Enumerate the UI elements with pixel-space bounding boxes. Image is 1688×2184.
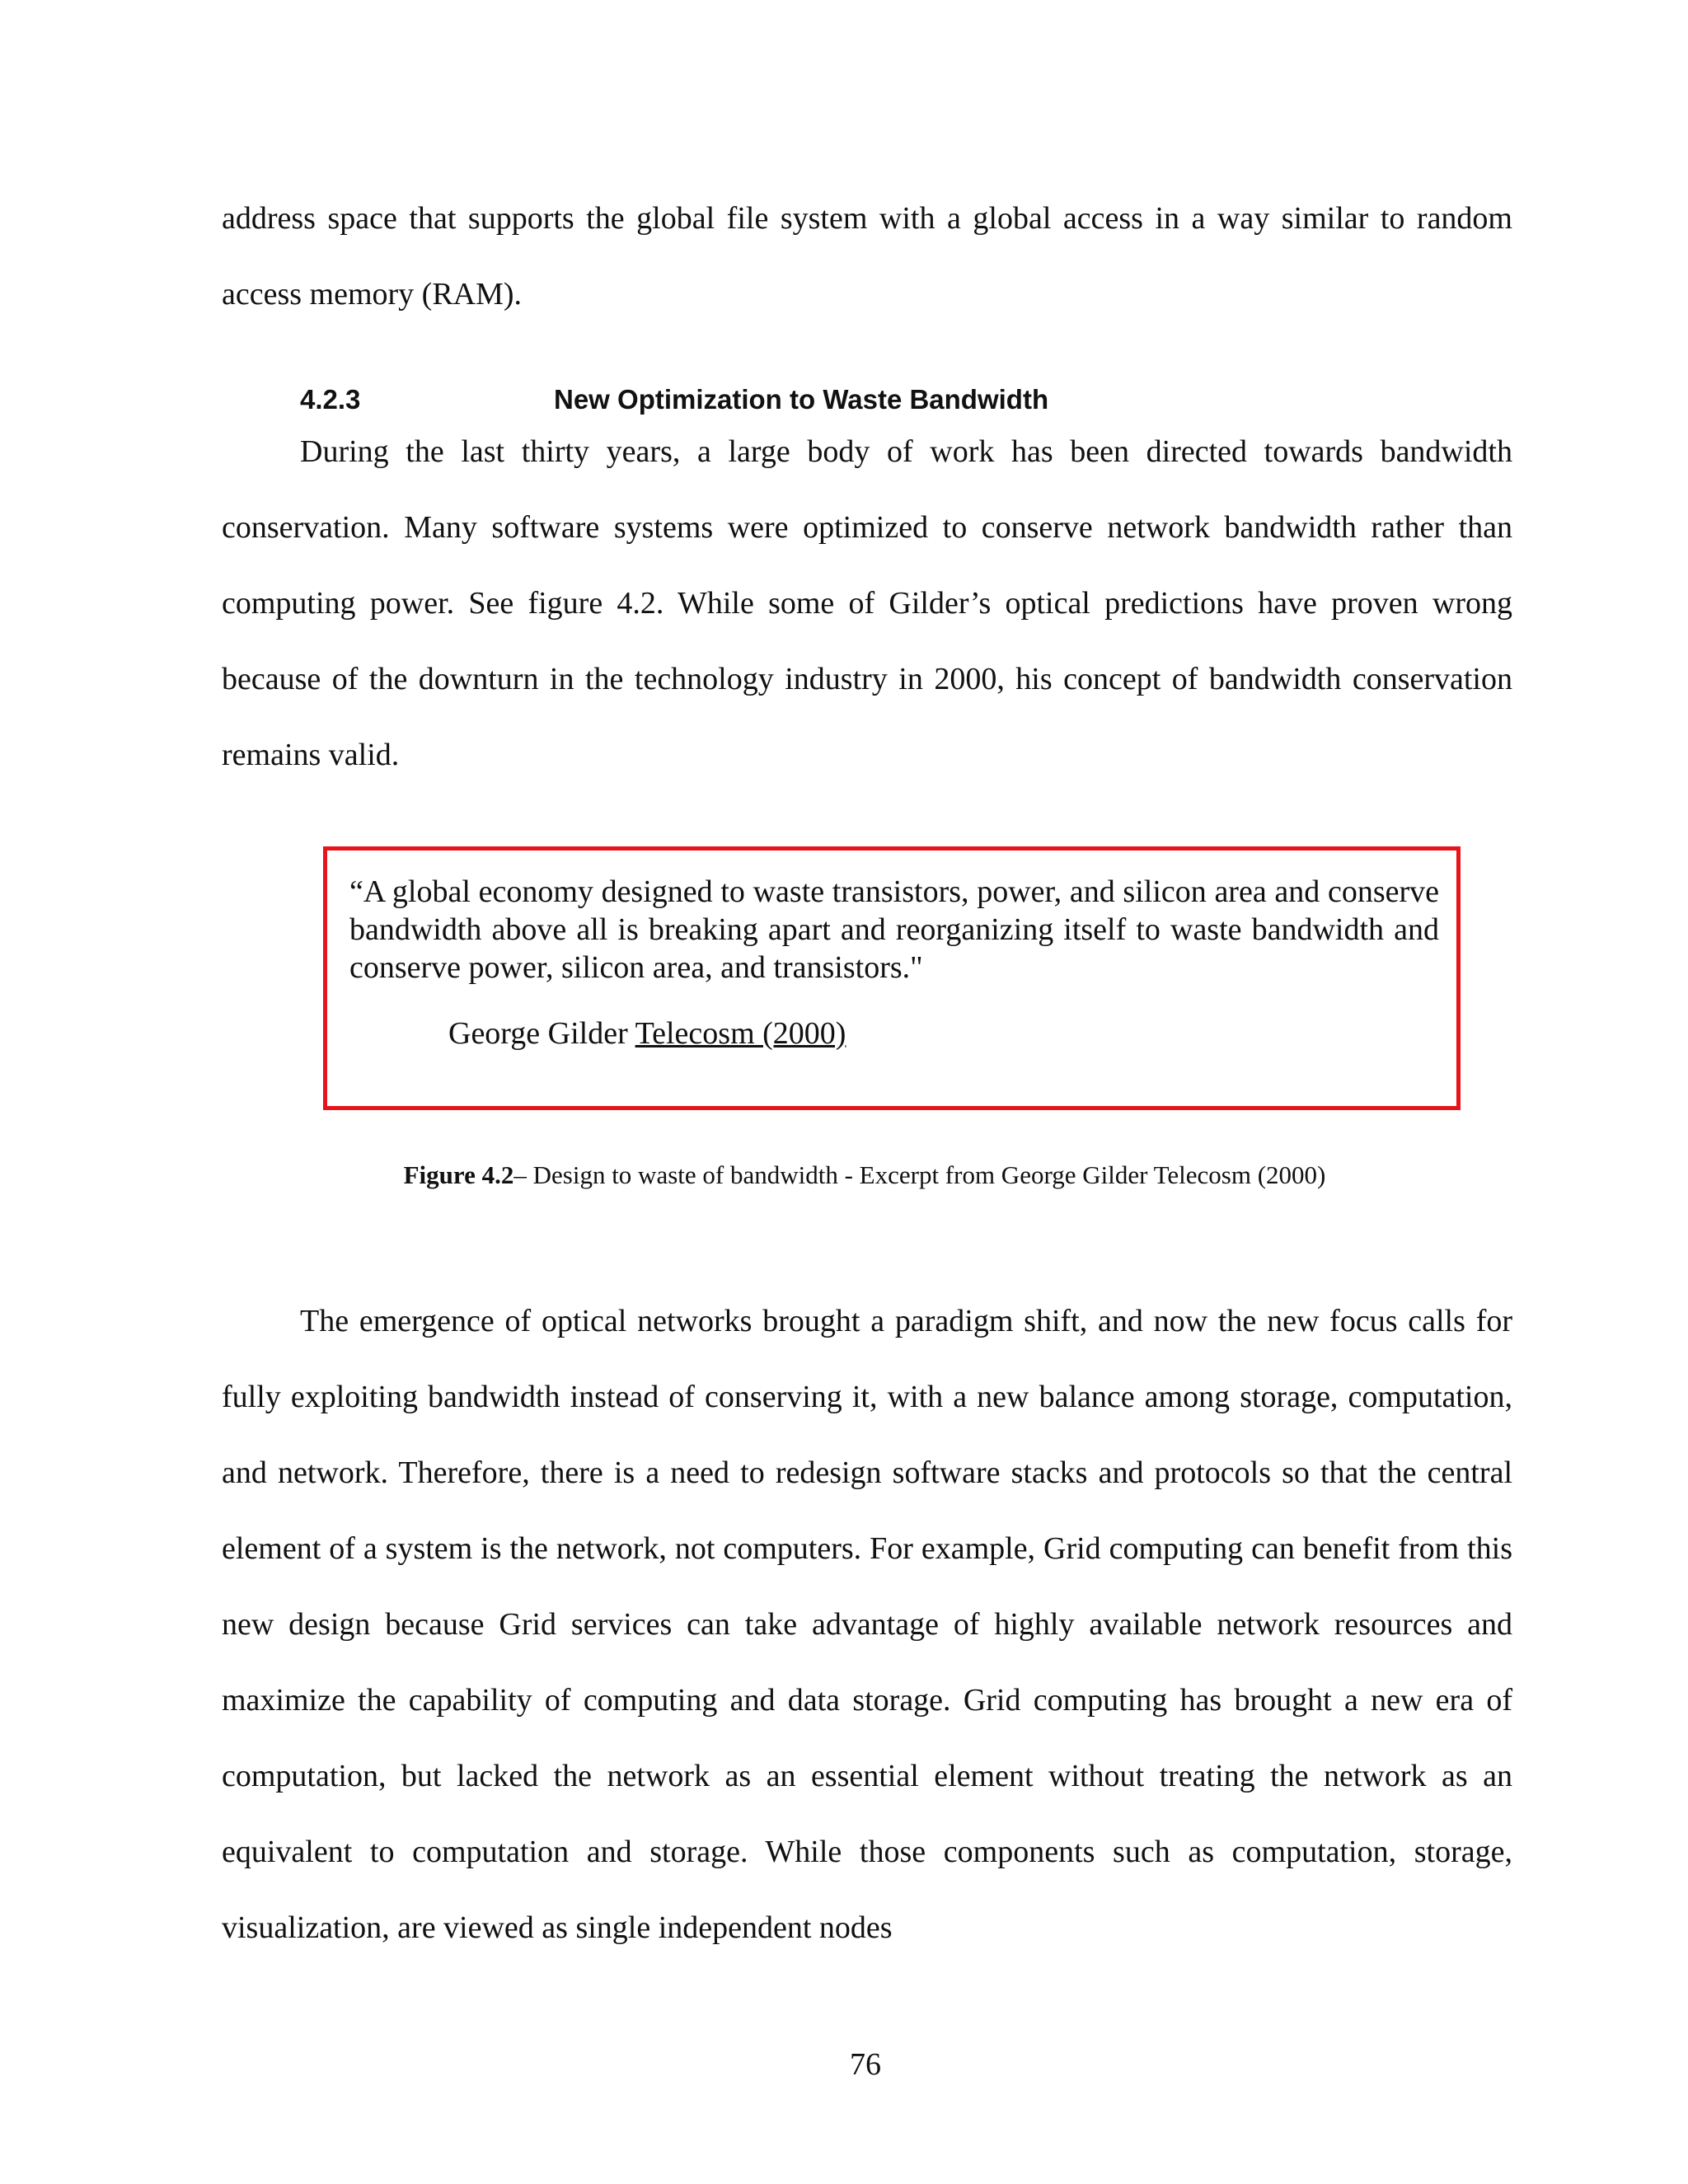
quote-author: George Gilder xyxy=(448,1016,628,1051)
figure-label: Figure 4.2 xyxy=(403,1160,514,1189)
figure-caption xyxy=(0,1159,1688,1192)
quote-text: “A global economy designed to waste transistors, power, and silicon area and conserve bandwidth above all is breaking apart and reorganizing itself to waste bandwidth and conserve power, silicon area, and transistors." xyxy=(349,874,1439,985)
quote-attribution xyxy=(448,1015,846,1052)
bandwidth-paragraph: During the last thirty years, a large body of work has been directed towards bandwidth conservation. Many software systems were optimized to conserve network bandwidth rather than computing power. See figure 4.2. While some of Gilder’s optical predictions have proven wrong because of the downturn in the technology industry in 2000, his concept of bandwidth conservation remains valid. xyxy=(222,434,1512,772)
quote-source: Telecosm (2000) xyxy=(635,1016,846,1051)
optical-networks-paragraph: The emergence of optical networks brought a paradigm shift, and now the new focus calls for fully exploiting bandwidth instead of conserving it, with a new balance among storage, computation, and network. Therefore, there is a need to redesign software stacks and protocols so that the central element of a system is the network, not computers. For example, Grid computing can benefit from this new design because Grid services can take advantage of highly available network resources and maximize the capability of computing and data storage. Grid computing has brought a new era of computation, but lacked the network as an essential element without treating the network as an equivalent to computation and storage. While those components such as computation, storage, visualization, are viewed as single independent nodes xyxy=(222,1304,1512,1945)
section-title: New Optimization to Waste Bandwidth xyxy=(554,384,1049,415)
section-heading xyxy=(300,382,1048,418)
intro-paragraph: address space that supports the global file system with a global access in a way similar to random access memory (RAM). xyxy=(222,201,1512,312)
quote-box xyxy=(323,846,1461,1110)
figure-caption-text: – Design to waste of bandwidth - Excerpt from George Gilder Telecosm (2000) xyxy=(513,1160,1326,1189)
page-number: 76 xyxy=(850,2047,881,2082)
section-number: 4.2.3 xyxy=(300,384,361,415)
